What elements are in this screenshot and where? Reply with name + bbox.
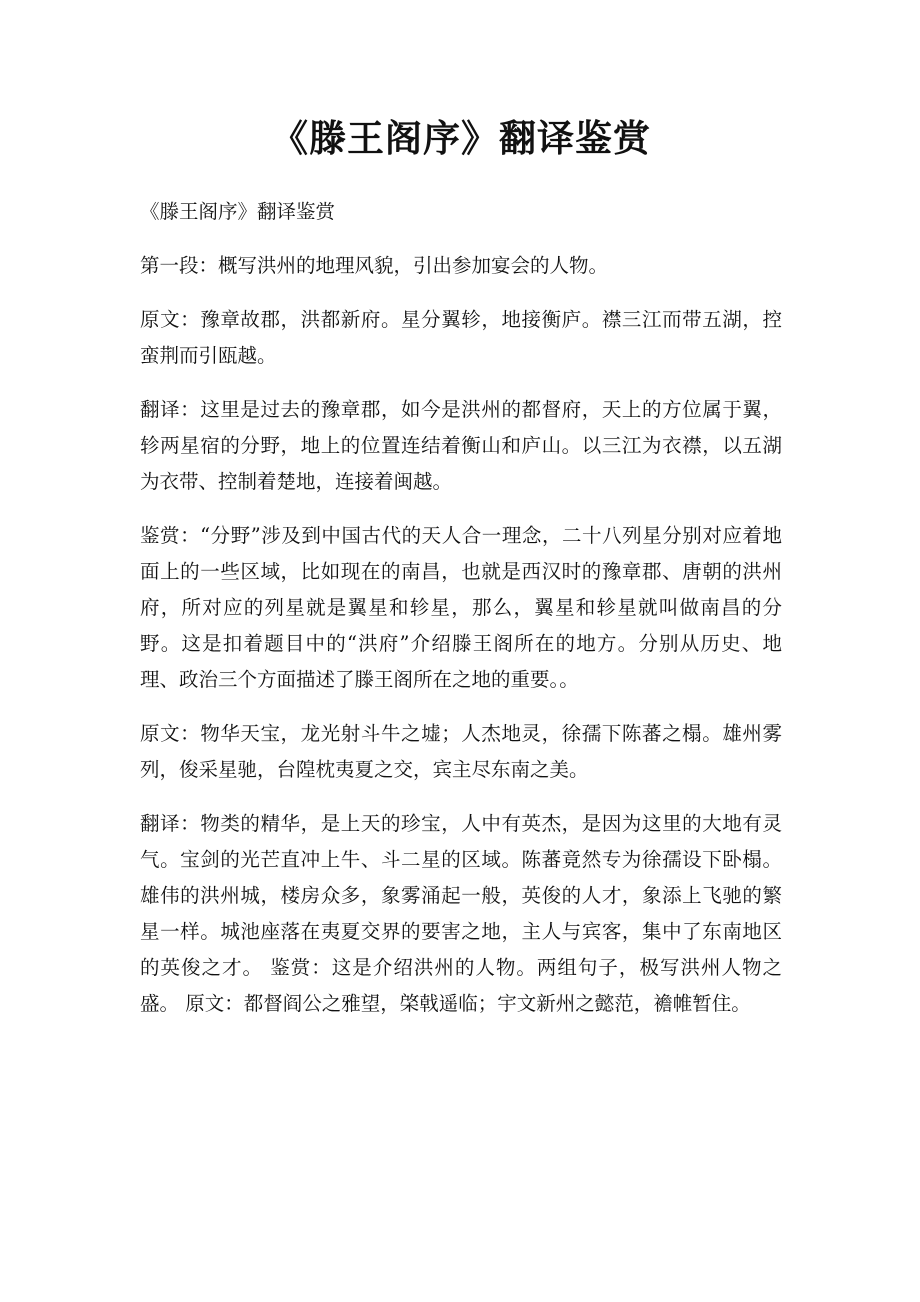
original-text-paragraph-1: 原文：豫章故郡，洪都新府。星分翼轸，地接衡庐。襟三江而带五湖，控蛮荆而引瓯越。 xyxy=(140,308,782,367)
translation-paragraph-2: 翻译：物类的精华，是上天的珍宝，人中有英杰，是因为这里的大地有灵气。宝剑的光芒直冲上牛、斗二星的区域。陈蕃竟然专为徐孺设下卧榻。雄伟的洪州城，楼房众多，象雾涌起一般，英俊的人才，象添上飞驰的繁星一样。城池座落在夷夏交界的要害之地，主人与宾客，集中了东南地区的英俊之才。 鉴赏：这是介绍洪州的人物。两组句子，极写洪州人物之盛。 原文：都督阎公之雅望，棨戟遥临；宇文新州之懿范，襜帷暂住。 xyxy=(140,812,782,1015)
section-heading-paragraph: 第一段：概写洪州的地理风貌，引出参加宴会的人物。 xyxy=(140,254,609,277)
original-text-paragraph-2: 原文：物华天宝，龙光射斗牛之墟；人杰地灵，徐孺下陈蕃之榻。雄州雾列，俊采星驰，台隍枕夷夏之交，宾主尽东南之美。 xyxy=(140,722,782,781)
appreciation-paragraph-1: 鉴赏：“分野”涉及到中国古代的天人合一理念，二十八列星分别对应着地面上的一些区域，比如现在的南昌，也就是西汉时的豫章郡、唐朝的洪州府，所对应的列星就是翼星和轸星，那么，翼星和轸星就叫做南昌的分野。这是扣着题目中的“洪府”介绍滕王阁所在的地方。分别从历史、地理、政治三个方面描述了滕王阁所在之地的重要。。 xyxy=(140,524,782,691)
subtitle-paragraph: 《滕王阁序》翻译鉴赏 xyxy=(140,200,336,223)
translation-paragraph-1: 翻译：这里是过去的豫章郡，如今是洪州的都督府，天上的方位属于翼，轸两星宿的分野，地上的位置连结着衡山和庐山。以三江为衣襟，以五湖为衣带、控制着楚地，连接着闽越。 xyxy=(140,398,782,493)
document-page xyxy=(140,0,782,1022)
document-title: 《滕王阁序》翻译鉴赏 xyxy=(271,116,651,160)
